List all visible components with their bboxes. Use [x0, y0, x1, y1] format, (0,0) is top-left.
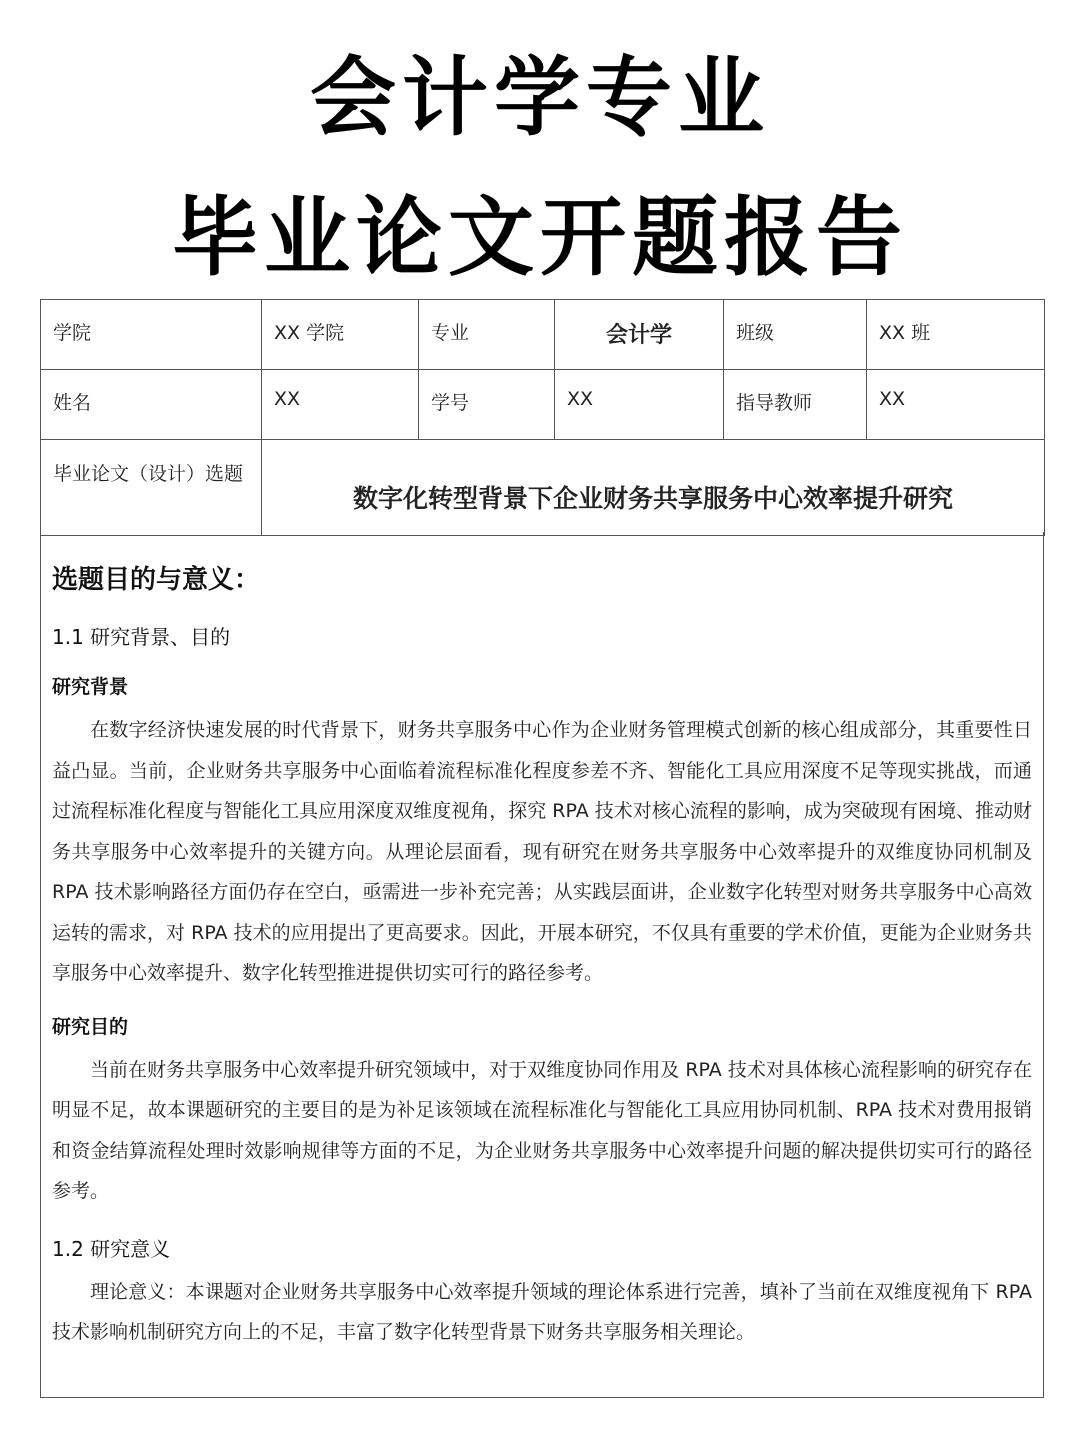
background-heading: 研究背景	[52, 676, 129, 698]
topic-label: 毕业论文（设计）选题	[41, 440, 262, 536]
background-paragraph: 在数字经济快速发展的时代背景下，财务共享服务中心作为企业财务管理模式创新的核心组成部分，其重要性日益凸显。当前，企业财务共享服务中心面临着流程标准化程度参差不齐、智能化工具应用深度不足等现实挑战，而通过流程标准化程度与智能化工具应用深度双维度视角，探究 RPA 技术对核心流程的影响，成为突破现有困境、推动财务共享服务中心效率提升的关键方向。从理论层面看，现有研究在财务共享服务中心效率提升的双维度协同机制及 RPA 技术影响路径方面仍存在空白，亟需进一步补充完善；从实践层面讲，企业数字化转型对财务共享服务中心高效运转的需求，对 RPA 技术的应用提出了更高要求。因此，开展本研究，不仅具有重要的学术价值，更能为企业财务共享服务中心效率提升、数字化转型推进提供切实可行的路径参考。	[52, 719, 1032, 984]
info-row-3	[41, 440, 1045, 536]
college-value: XX 学院	[262, 300, 419, 370]
college-label: 学院	[41, 300, 262, 370]
student-id-value: XX	[555, 370, 724, 440]
name-value: XX	[262, 370, 419, 440]
title-line-2: 毕业论文开题报告	[172, 188, 908, 288]
info-table	[40, 299, 1045, 536]
major-value: 会计学	[555, 300, 724, 370]
purpose-heading: 研究目的	[52, 1015, 129, 1038]
content-area	[52, 554, 1032, 1353]
info-row-1	[41, 300, 1045, 370]
major-label: 专业	[419, 300, 555, 370]
advisor-value: XX	[867, 370, 1045, 440]
title-line-1: 会计学专业	[310, 48, 770, 148]
topic-value: 数字化转型背景下企业财务共享服务中心效率提升研究	[262, 440, 1045, 536]
section-1-1-heading: 1.1 研究背景、目的	[52, 625, 231, 649]
class-value: XX 班	[867, 300, 1045, 370]
info-row-2	[41, 370, 1045, 440]
main-heading: 选题目的与意义：	[52, 565, 261, 595]
student-id-label: 学号	[419, 370, 555, 440]
class-label: 班级	[724, 300, 867, 370]
advisor-label: 指导教师	[724, 370, 867, 440]
section-1-2-heading: 1.2 研究意义	[52, 1236, 171, 1261]
significance-paragraph: 理论意义：本课题对企业财务共享服务中心效率提升领域的理论体系进行完善，填补了当前在双维度视角下 RPA 技术影响机制研究方向上的不足，丰富了数字化转型背景下财务共享服务相关理论。	[52, 1280, 1032, 1343]
name-label: 姓名	[41, 370, 262, 440]
purpose-paragraph: 当前在财务共享服务中心效率提升研究领域中，对于双维度协同作用及 RPA 技术对具体核心流程影响的研究存在明显不足，故本课题研究的主要目的是为补足该领域在流程标准化与智能化工具应用协同机制、RPA 技术对费用报销和资金结算流程处理时效影响规律等方面的不足，为企业财务共享服务中心效率提升问题的解决提供切实可行的路径参考。	[52, 1058, 1032, 1202]
